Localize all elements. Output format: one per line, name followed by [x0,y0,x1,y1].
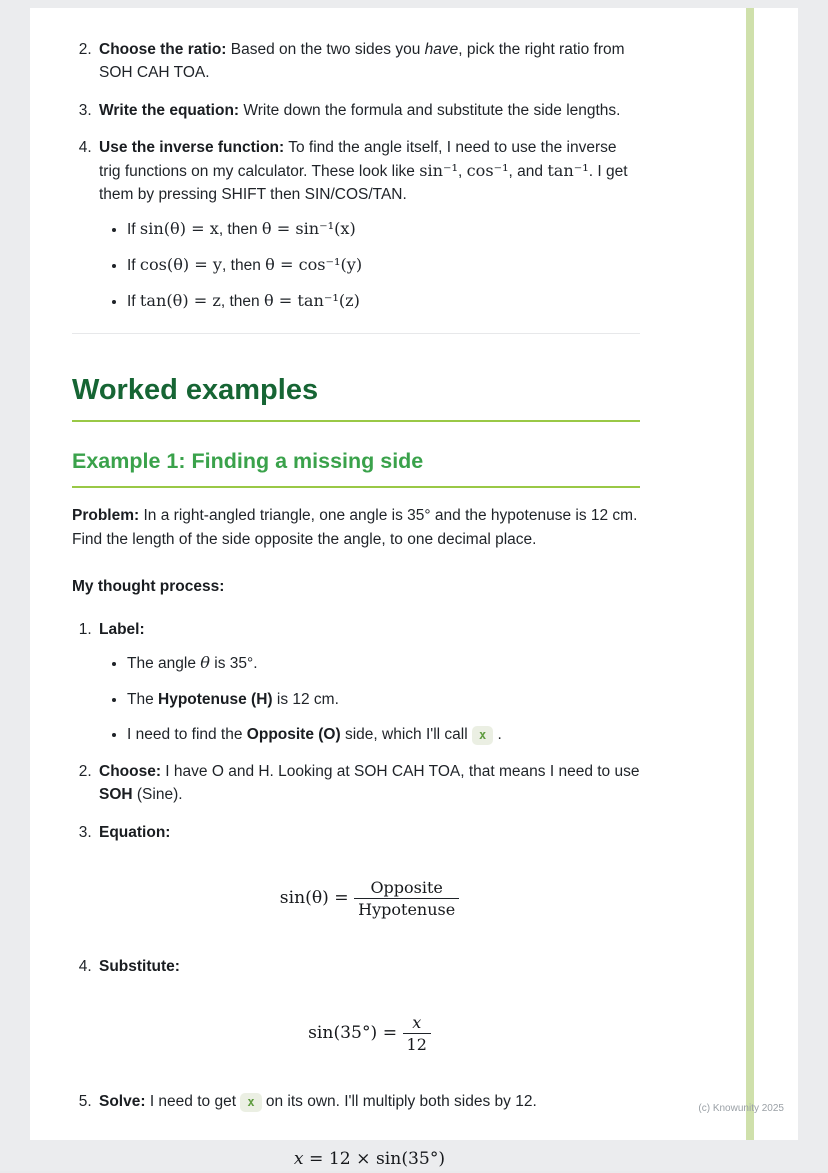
math-text: = 12 × sin(35°) [303,1149,446,1170]
list-item-substitute [96,955,640,1054]
inline-code-x: x [240,1093,261,1112]
math-text: sin(θ) = [279,887,355,908]
problem-statement [72,504,640,551]
label-bullets-list [99,651,640,746]
math-text: sin⁻¹ [419,161,458,180]
step-lead: Substitute: [99,958,180,976]
page-edge-bar [746,8,754,1140]
text-segment: Based on the two sides you [226,41,425,58]
inverse-rules-list [99,217,640,314]
worked-examples-heading: Worked examples [72,374,640,421]
text-segment: , then [222,256,266,274]
math-text: tan⁻¹ [547,161,589,180]
text-segment: I need to get [145,1092,241,1110]
text-segment: The [127,690,159,708]
step-lead: Solve: [99,1092,146,1110]
example-steps-list [72,618,640,1173]
math-text: θ = tan⁻¹(z) [263,291,360,310]
fraction-numerator: Opposite [354,878,459,899]
list-item-inverse-function [96,136,640,314]
text-segment: , and [508,163,548,180]
watermark: (c) Knowunity 2025 [698,1103,784,1114]
list-item-choose-ratio [96,38,640,85]
bullet-item [127,253,640,277]
fraction [354,878,459,919]
bold-text: Opposite (O) [246,725,341,743]
step-lead: Use the inverse function: [99,138,285,156]
step-lead: Label: [99,621,145,639]
fraction-denominator: 12 [406,1034,427,1054]
text-segment: To find the angle itself, I need to use the inverse trig functions on my calculator. These look like [99,138,617,180]
text-segment: If [127,293,140,310]
problem-lead: Problem: [72,507,140,525]
math-text: θ [200,653,210,673]
math-text: sin(θ) = x [139,218,219,238]
text-segment: is 35°. [209,655,258,673]
step-lead: Equation: [99,823,171,841]
text-segment: , [457,163,467,180]
list-item-label [96,618,640,746]
math-text: cos(θ) = y [139,254,223,274]
step-lead: Choose the ratio: [99,41,227,58]
bold-text: SOH [99,786,133,804]
formula-solve [99,1147,640,1173]
text-segment: In a right-angled triangle, one angle is 35° and the hypotenuse is 12 cm. Find the length of the side opposite the angle, to one decimal place. [72,507,638,548]
text-segment: I need to find the [127,725,247,743]
math-text: tan(θ) = z [139,291,221,310]
text-segment: . I get them by pressing SHIFT then SIN/COS/TAN. [99,163,628,204]
example1-heading: Example 1: Finding a missing side [72,449,640,489]
bullet-item [127,217,640,241]
math-text: θ = cos⁻¹(y) [265,254,363,274]
math-text: sin(35°) = [308,1022,403,1043]
step-lead: Choose: [99,763,161,781]
text-segment: (Sine). [132,786,183,804]
formula-substituted [99,1013,640,1054]
text-segment: side, which I'll call [340,725,472,743]
document-sheet [30,8,798,1170]
thought-process-label: My thought process: [72,577,225,595]
document-content [30,8,798,1173]
text-segment: If [127,220,140,238]
formula-sine-ratio [99,878,640,919]
fraction-numerator: x [403,1013,431,1034]
text-segment: The angle [127,655,201,673]
list-item-write-equation [96,99,640,122]
bullet-item [127,289,640,313]
emphasis-text: have [424,41,459,58]
section-divider [72,333,640,334]
text-segment: Write down the formula and substitute the side lengths. [239,101,621,119]
math-text: θ = sin⁻¹(x) [261,218,356,238]
text-segment: , pick the right ratio from SOH CAH TOA. [99,41,625,82]
fraction-denominator: Hypotenuse [358,900,456,920]
text-segment: I have O and H. Looking at SOH CAH TOA, that means I need to use [161,763,640,781]
math-variable: x [293,1149,304,1170]
text-segment: . [493,725,502,743]
text-segment: , then [220,293,264,310]
fraction [403,1013,431,1054]
bold-text: Hypotenuse (H) [158,690,273,708]
method-steps-list [72,38,640,313]
math-text: cos⁻¹ [466,161,509,180]
list-item-choose [96,760,640,807]
step-lead: Write the equation: [99,101,240,119]
list-item-equation [96,821,640,920]
text-segment: on its own. I'll multiply both sides by 12. [261,1092,537,1110]
text-segment: If [127,256,140,274]
list-item-solve [96,1090,640,1173]
bullet-item [127,723,640,746]
text-segment: is 12 cm. [272,690,339,708]
bullet-item [127,688,640,711]
inline-code-x: x [472,726,493,745]
bullet-item [127,651,640,675]
text-segment: , then [218,220,262,238]
